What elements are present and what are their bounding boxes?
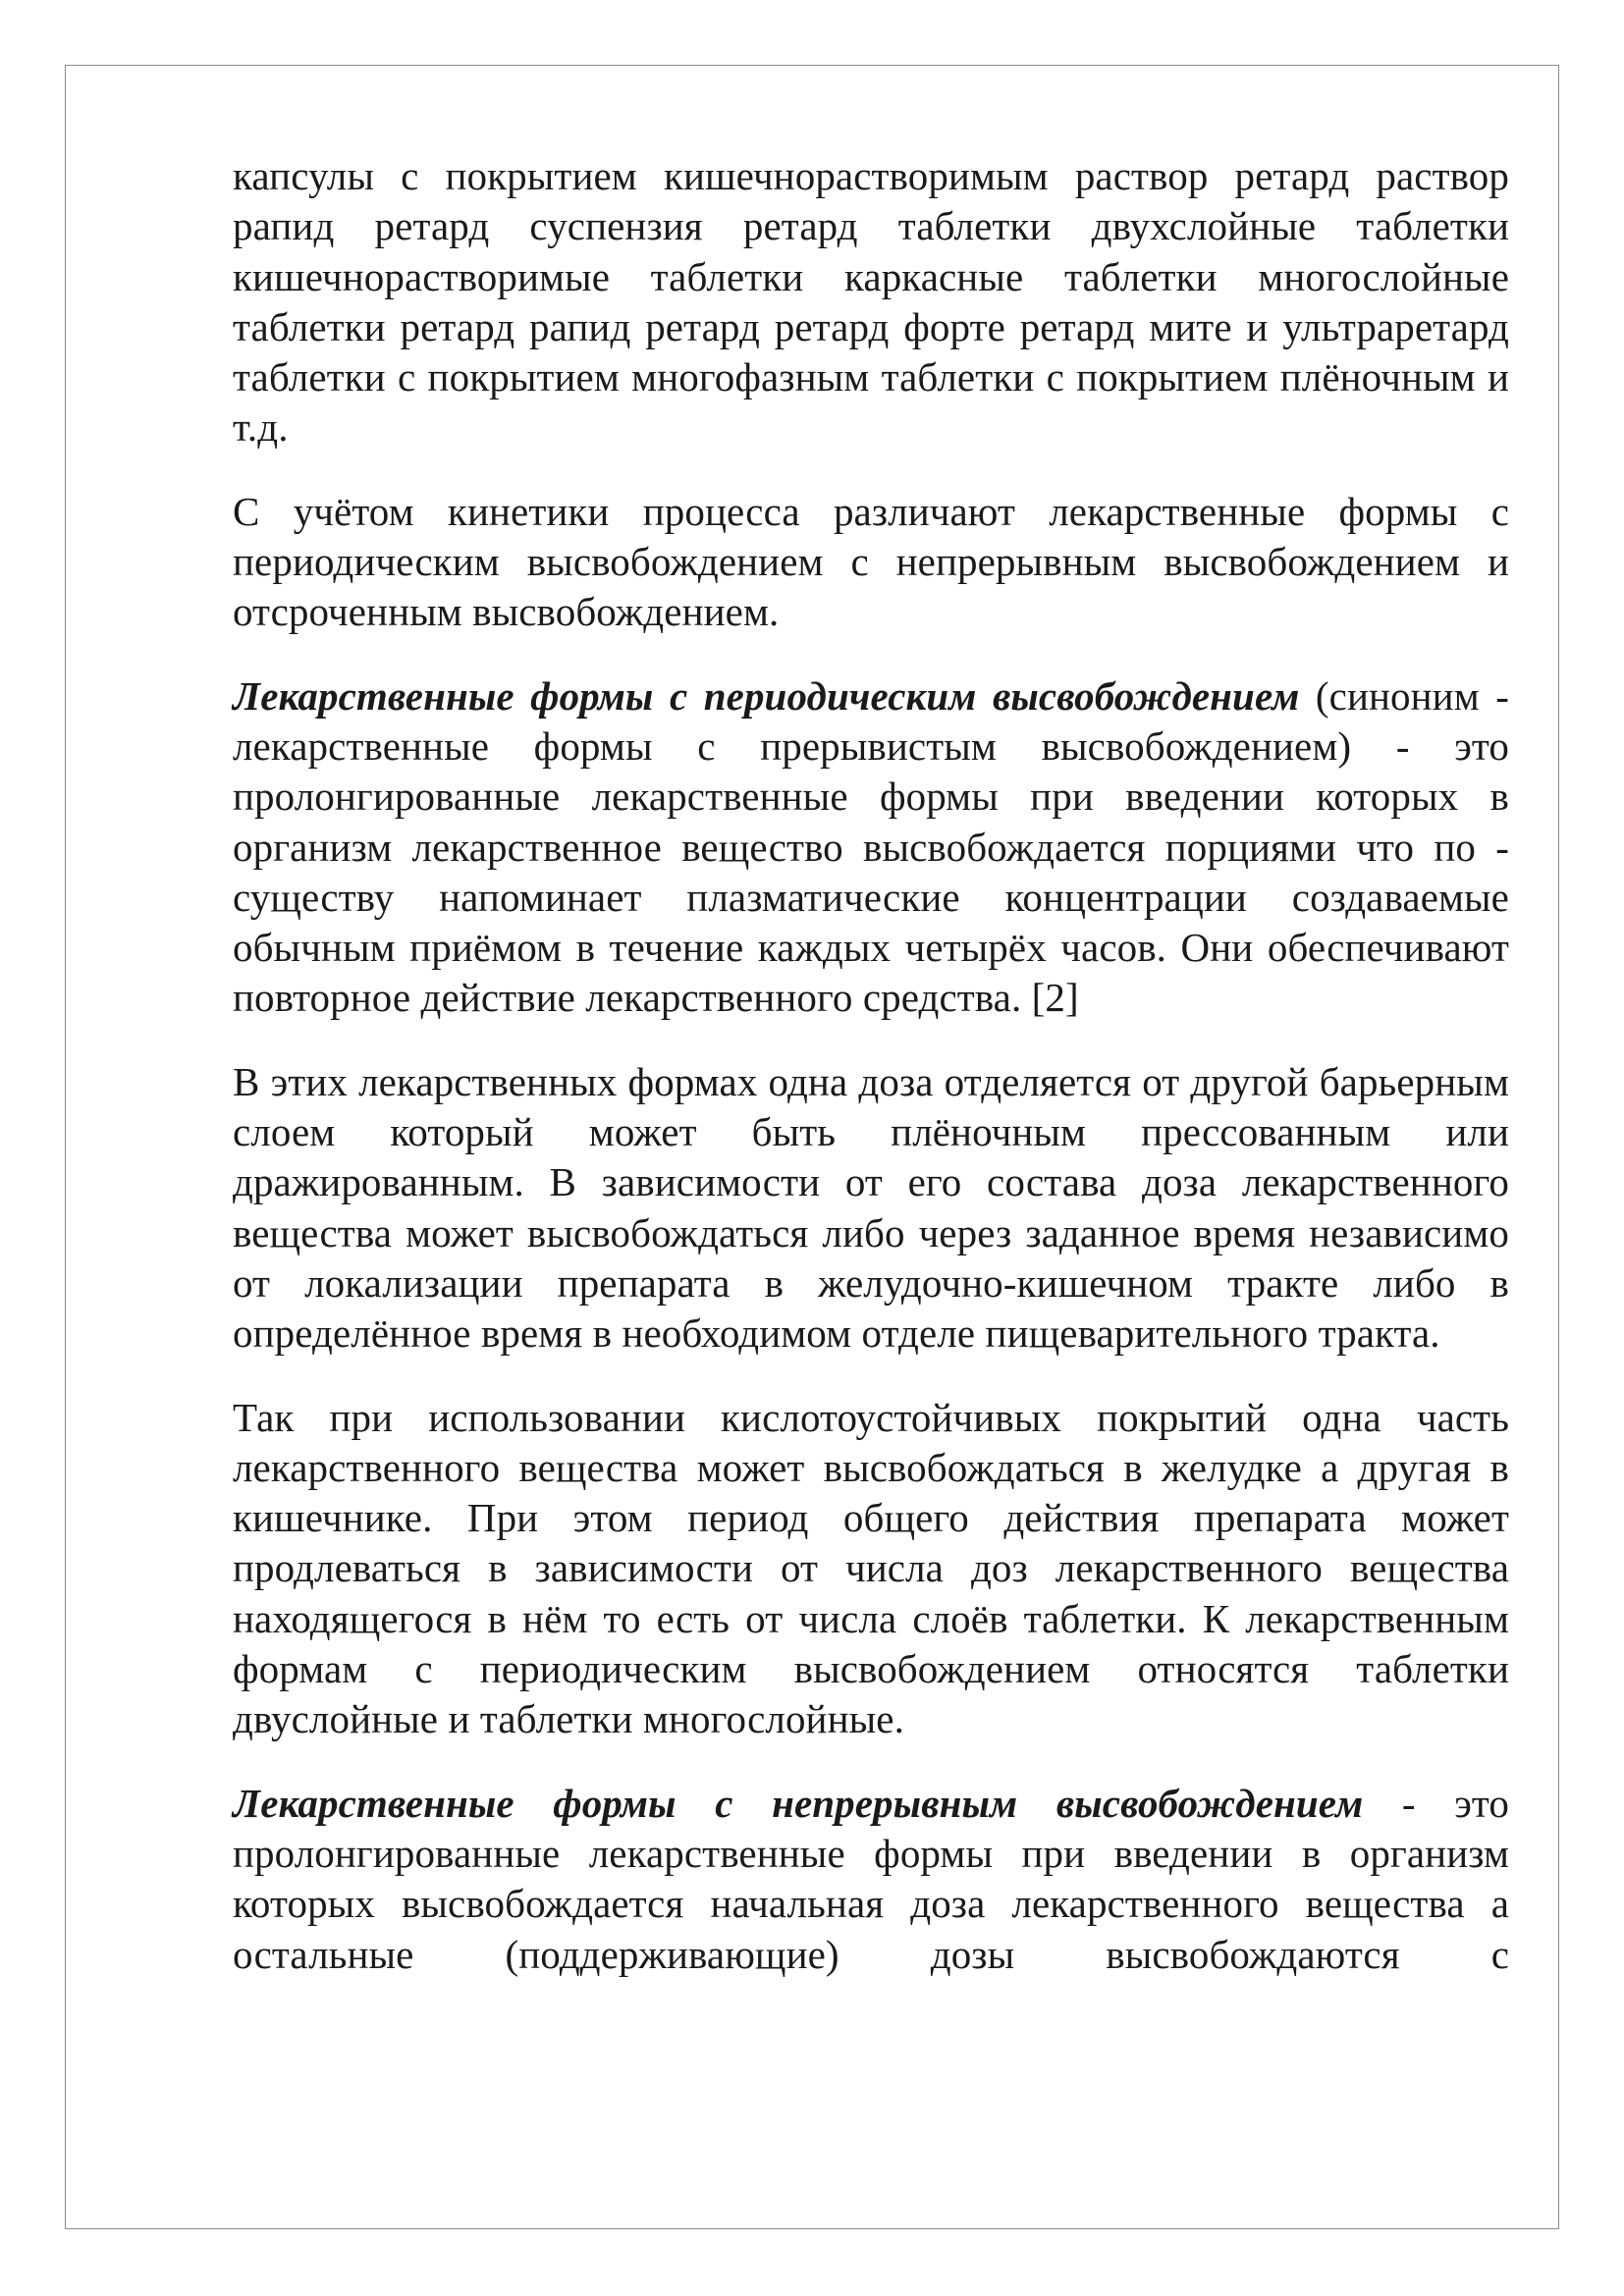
- paragraph-text: (синоним - лекарственные формы с прерывистым высвобождением) - это пролонгированные лекарственные формы при введении которых в организм лекарственное вещество высвобождается порциями что по - существу напоминает плазматические концентрации создаваемые обычным приёмом в течение каждых четырёх часов. Они обеспечивают повторное действие лекарственного средства. [2]: [233, 672, 1509, 1021]
- paragraph-term: Лекарственные формы с периодическим высвобождением: [233, 672, 1300, 719]
- paragraph-text: В этих лекарственных формах одна доза отделяется от другой барьерным слоем который может быть плёночным прессованным или дражированным. В зависимости от его состава доза лекарственного вещества может высвобождаться либо через заданное время независимо от локализации препарата в желудочно-кишечном тракте либо в определённое время в необходимом отделе пищеварительного тракта.: [233, 1058, 1509, 1357]
- paragraph-term: Лекарственные формы с непрерывным высвобождением: [233, 1780, 1364, 1826]
- paragraph-text: капсулы с покрытием кишечнорастворимым раствор ретард раствор рапид ретард суспензия ретард таблетки двухслойные таблетки кишечнорастворимые таблетки каркасные таблетки многослойные таблетки ретард рапид ретард ретард форте ретард мите и ультраретард таблетки с покрытием многофазным таблетки с покрытием плёночным и т.д.: [233, 153, 1509, 451]
- paragraph-periodic-release: [233, 671, 1509, 1024]
- paragraph-acid-resistant: [233, 1393, 1509, 1745]
- paragraph-kinetics: [233, 487, 1509, 638]
- paragraph-text: Так при использовании кислотоустойчивых покрытий одна часть лекарственного вещества может высвобождаться в желудке а другая в кишечнике. При этом период общего действия препарата может продлеваться в зависимости от числа доз лекарственного вещества находящегося в нём то есть от числа слоёв таблетки. К лекарственным формам с периодическим высвобождением относятся таблетки двуслойные и таблетки многослойные.: [233, 1394, 1509, 1742]
- paragraph-continuous-release: [233, 1779, 1509, 1980]
- document-body: [233, 151, 1509, 2013]
- paragraph-barrier-layer: [233, 1057, 1509, 1360]
- paragraph-dosage-forms-list: [233, 151, 1509, 454]
- paragraph-text: - это пролонгированные лекарственные формы при введении в организм которых высвобождается начальная доза лекарственного вещества а остальные (поддерживающие) дозы высвобождаются с: [233, 1780, 1509, 1977]
- paragraph-text: С учётом кинетики процесса различают лекарственные формы с периодическим высвобождением с непрерывным высвобождением и отсроченным высвобождением.: [233, 488, 1509, 635]
